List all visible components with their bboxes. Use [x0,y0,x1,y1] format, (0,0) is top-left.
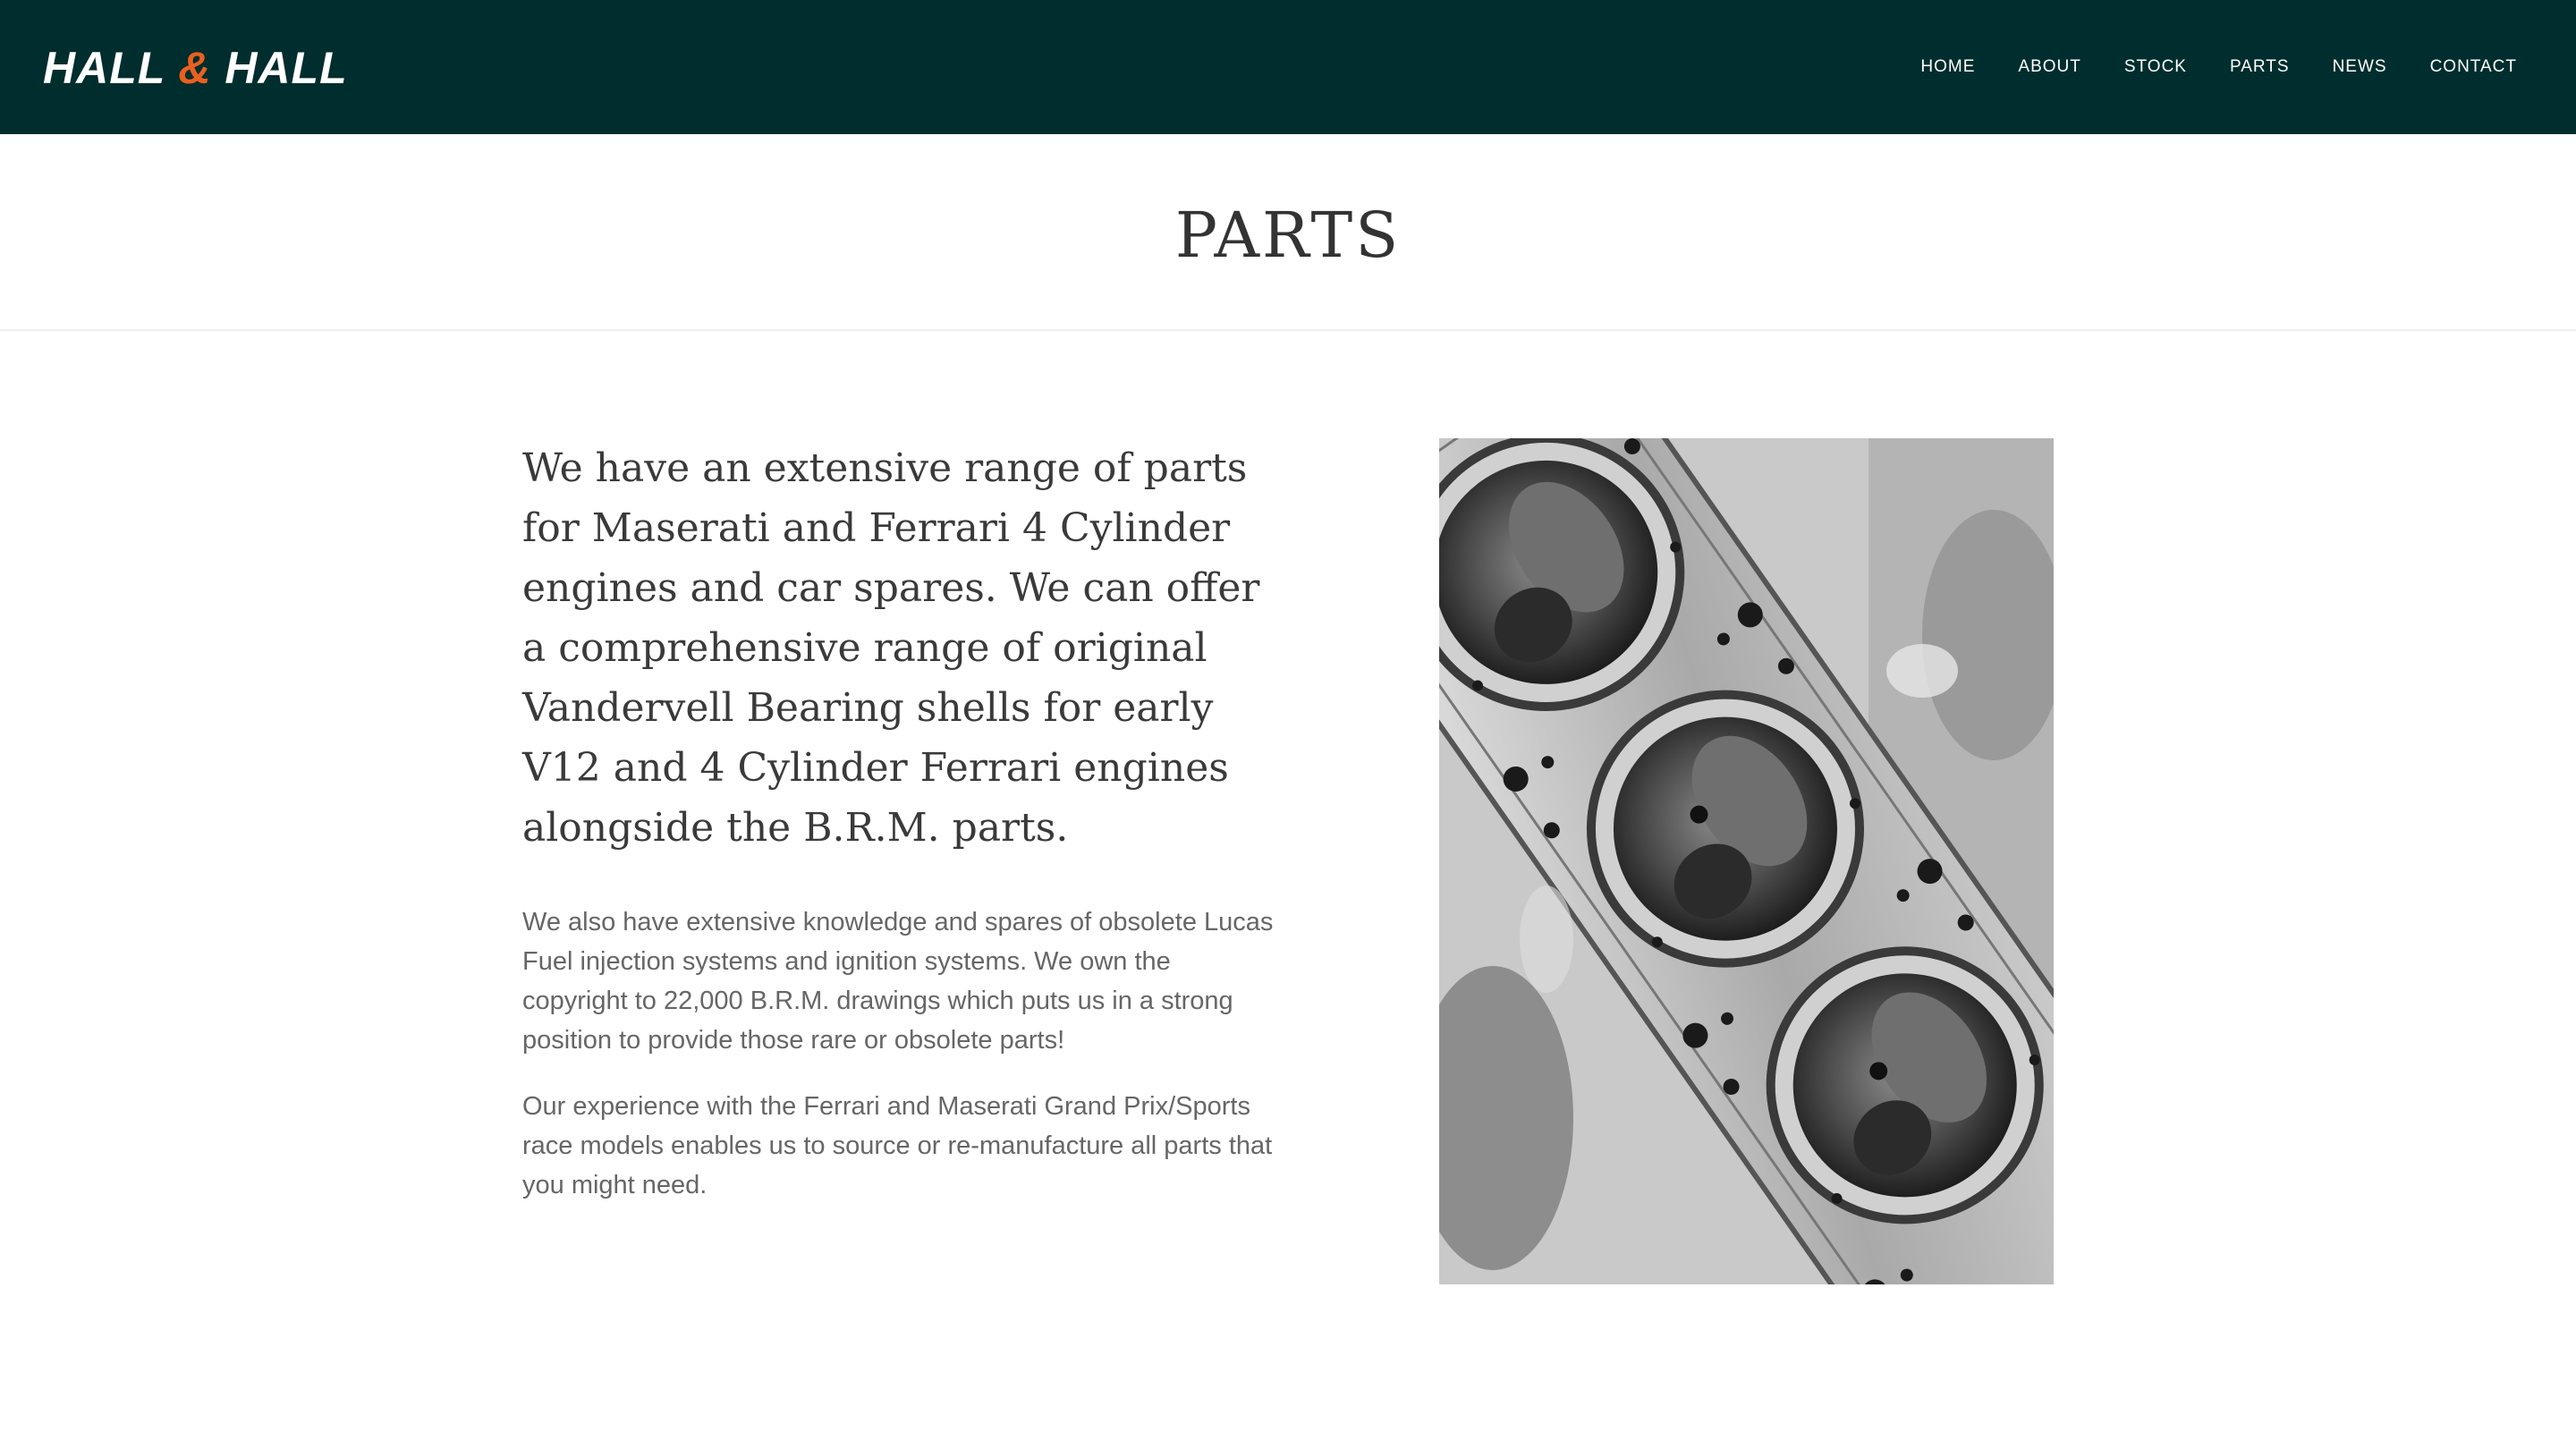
nav-item-news[interactable]: NEWS [2332,57,2387,76]
nav-item-about[interactable]: ABOUT [2018,57,2081,76]
main-nav [1877,0,2517,134]
nav-item-stock[interactable]: STOCK [2123,57,2187,76]
site-header [0,0,2576,134]
body-paragraph-2: Our experience with the Ferrari and Maserati Grand Prix/Sports race models enables us to source or re-manufacture all parts that you might need. [522,1092,1273,1199]
page-title-band [0,134,2576,331]
logo-ampersand: & [178,43,212,93]
body-paragraph-1: We also have extensive knowledge and spares of obsolete Lucas Fuel injection systems and ignition systems. We own the copyright to 22,000 B.R.M. drawings which puts us in a strong position to provide those rare or obsolete parts! [522,908,1274,1055]
engine-block-photo [1439,438,2054,1284]
nav-item-contact[interactable]: CONTACT [2429,57,2517,76]
parts-text-column [522,438,1274,1205]
nav-item-parts[interactable]: PARTS [2229,57,2290,76]
lead-paragraph: We have an extensive range of parts for Maserati and Ferrari 4 Cylinder engines and car spares. We can offer a comprehensive range of original Vandervell Bearing shells for early V12 and 4 Cylinder Ferrari engines alongside the B.R.M. parts. [522,445,1260,851]
page-title: PARTS [1174,199,1402,272]
site-logo[interactable] [43,41,348,95]
logo-word-2: HALL [225,43,348,93]
logo-word-1: HALL [43,43,165,93]
nav-item-home[interactable]: HOME [1920,57,1976,76]
